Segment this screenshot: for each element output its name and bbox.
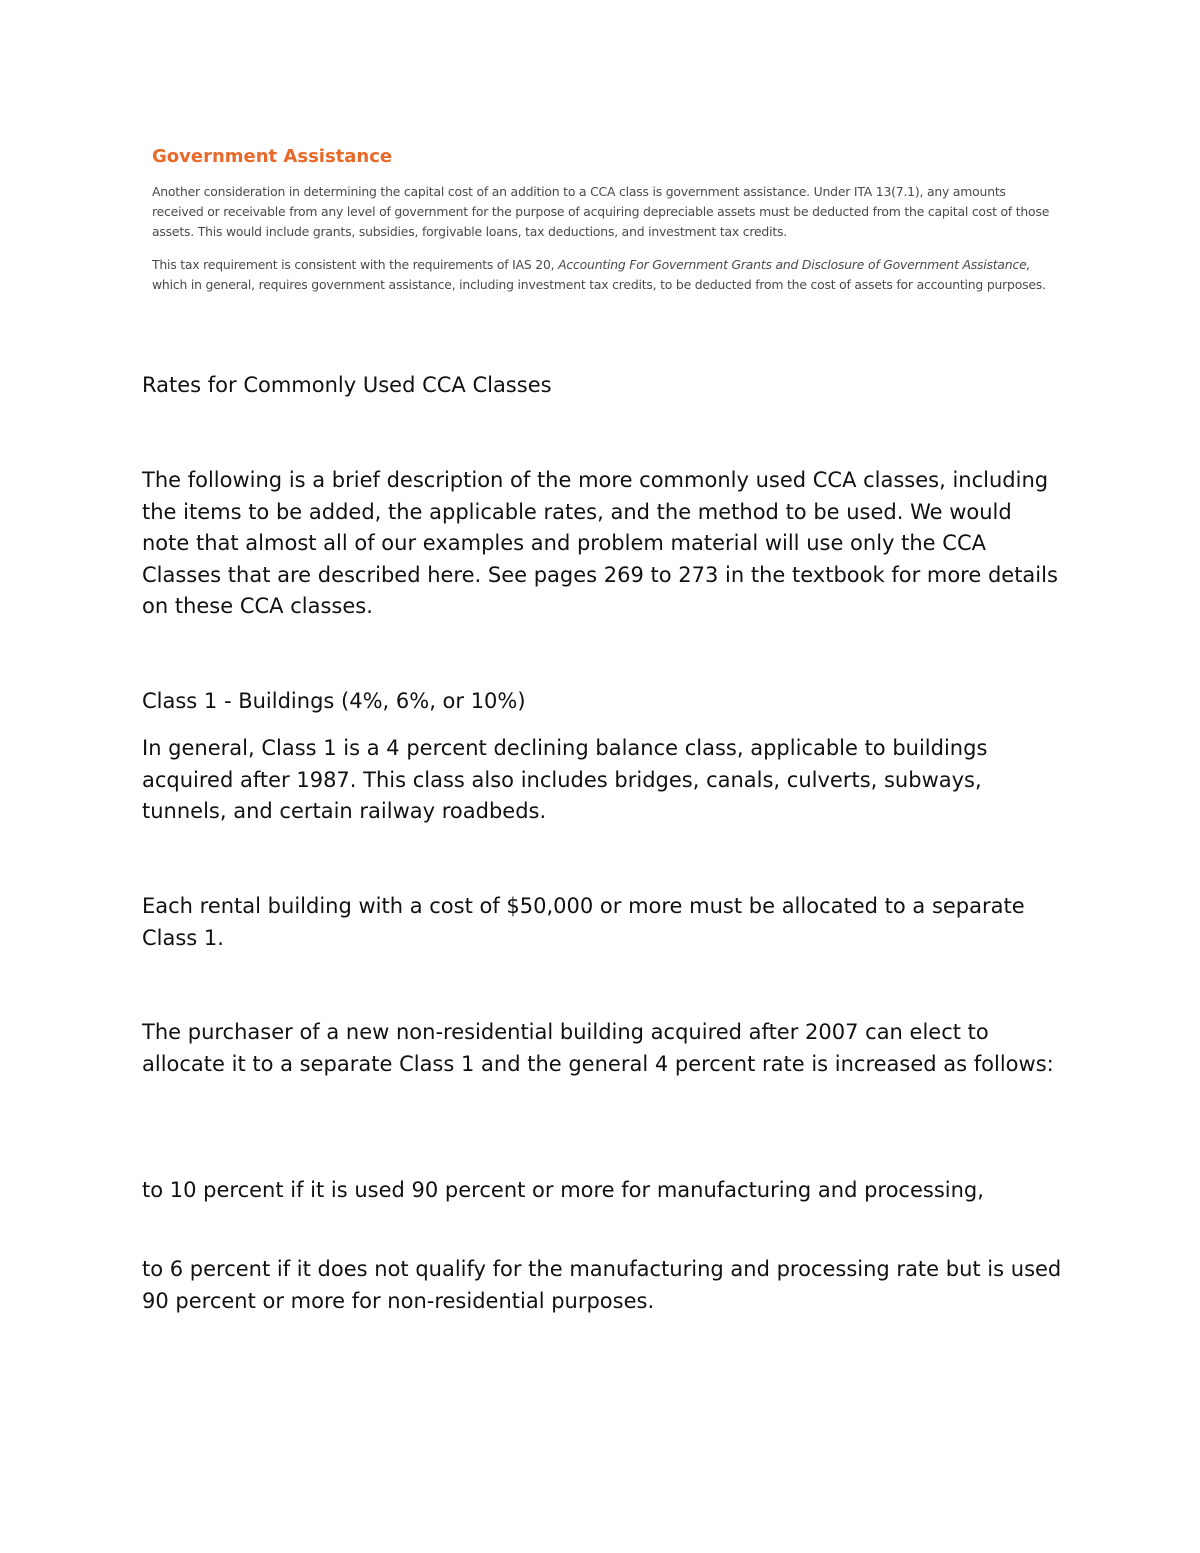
excerpt-paragraph-2-before: This tax requirement is consistent with the requirements of IAS 20, [152, 257, 559, 272]
section-heading: Rates for Commonly Used CCA Classes [142, 373, 552, 397]
excerpt-paragraph-1: Another consideration in determining the capital cost of an addition to a CCA class is government assistance. Under ITA 13(7.1), any amounts received or receivable from any level of government for the purpose of acquiring depreciable assets must be deducted from the capital cost of those assets. This would include grants, subsidies, forgivable loans, tax deductions, and investment tax credits. [152, 184, 1050, 239]
excerpt-paragraph-2-italic: Accounting For Government Grants and Disclosure of Government Assistance, [558, 257, 1031, 272]
excerpt-paragraph-2 [152, 255, 1052, 295]
excerpt-title: Government Assistance [152, 146, 393, 167]
embedded-excerpt-image [152, 145, 1052, 295]
non-residential-paragraph: The purchaser of a new non-residential building acquired after 2007 can elect to allocate it to a separate Class 1 and the general 4 percent rate is increased as follows: [142, 1020, 1054, 1076]
excerpt-paragraph-2-after: which in general, requires government assistance, including investment tax credits, to be deducted from the cost of assets for accounting purposes. [152, 277, 1046, 292]
rate-6-paragraph: to 6 percent if it does not qualify for the manufacturing and processing rate but is used 90 percent or more for non-residential purposes. [142, 1257, 1062, 1313]
class1-heading: Class 1 - Buildings (4%, 6%, or 10%) [142, 689, 526, 713]
class1-general-paragraph: In general, Class 1 is a 4 percent declining balance class, applicable to buildings acquired after 1987. This class also includes bridges, canals, culverts, subways, tunnels, and certain railway roadbeds. [142, 736, 988, 823]
rental-building-paragraph: Each rental building with a cost of $50,000 or more must be allocated to a separate Class 1. [142, 894, 1025, 950]
intro-paragraph: The following is a brief description of the more commonly used CCA classes, including the items to be added, the applicable rates, and the method to be used. We would note that almost all of our examples and problem material will use only the CCA Classes that are described here. See pages 269 to 273 in the textbook for more details on these CCA classes. [142, 468, 1058, 618]
rate-10-paragraph: to 10 percent if it is used 90 percent or more for manufacturing and processing, [142, 1178, 984, 1202]
